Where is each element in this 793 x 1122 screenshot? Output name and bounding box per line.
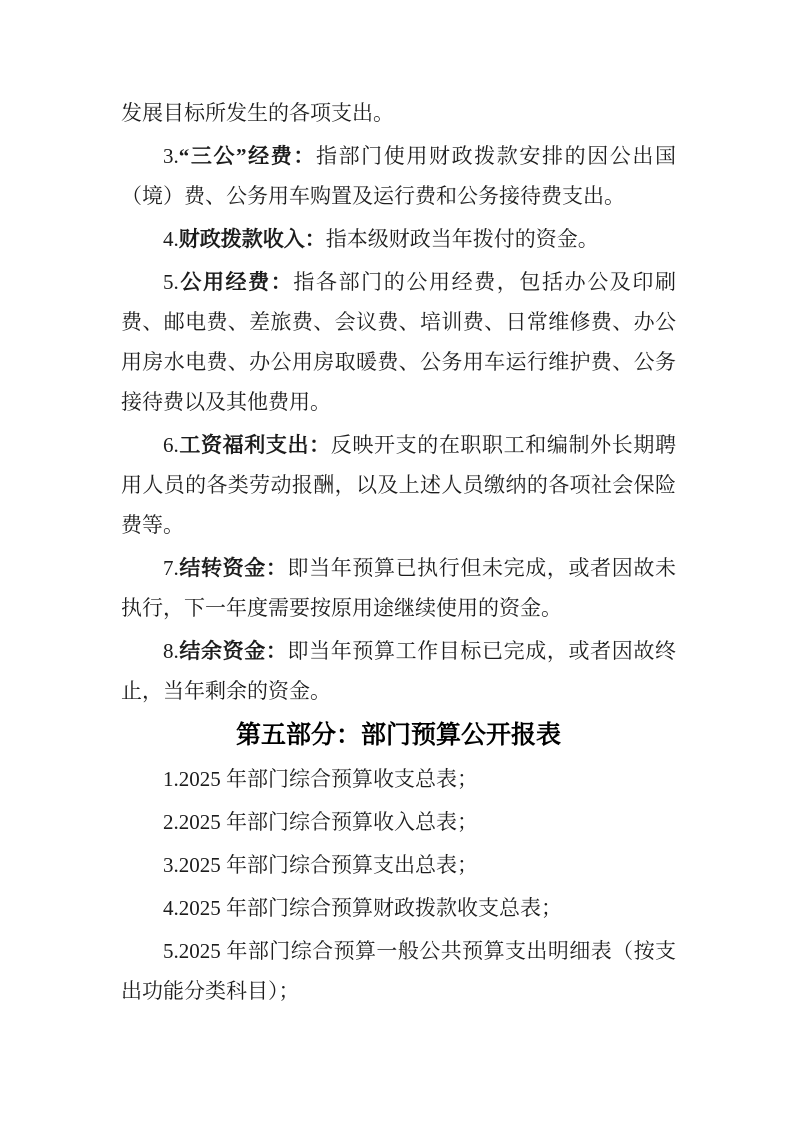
term-bold-text: 工资福利支出：: [178, 433, 331, 457]
text-segment: 即当年预算已执行但未完成，或者因故未执行，下一年度需要按原用途继续使用的资金。: [121, 556, 676, 620]
text-segment: 即当年预算工作目标已完成，或者因故终止，当年剩余的资金。: [121, 639, 676, 703]
term-bold-text: 结转资金：: [178, 556, 288, 580]
term-bold-text: 结余资金：: [178, 639, 288, 663]
definitions-section: [121, 93, 676, 711]
text-segment: 5.: [163, 270, 179, 294]
text-segment: 7.: [163, 556, 179, 580]
text-segment: 发展目标所发生的各项支出。: [121, 101, 394, 125]
report-list-item: 1.2025 年部门综合预算收支总表；: [163, 767, 478, 791]
report-list-item: 3.2025 年部门综合预算支出总表；: [163, 853, 478, 877]
body-paragraph: [121, 631, 676, 711]
body-paragraph: [121, 136, 676, 216]
body-paragraph: [121, 262, 676, 422]
body-paragraph: [121, 425, 676, 545]
text-segment: 6.: [163, 433, 179, 457]
report-list-item: 4.2025 年部门综合预算财政拨款收支总表；: [163, 896, 562, 920]
text-segment: 反映开支的在职职工和编制外长期聘用人员的各类劳动报酬，以及上述人员缴纳的各项社会保险费等。: [121, 433, 677, 537]
body-paragraph: [121, 548, 676, 628]
report-list-item: 5.2025 年部门综合预算一般公共预算支出明细表（按支出功能分类科目）；: [121, 939, 676, 1003]
text-segment: 指部门使用财政拨款安排的因公出国（境）费、公务用车购置及运行费和公务接待费支出。: [121, 144, 677, 208]
term-bold-text: 公用经费：: [178, 270, 294, 294]
report-list: [121, 759, 676, 1011]
report-list-item: 2.2025 年部门综合预算收入总表；: [163, 810, 478, 834]
section-heading: 第五部分：部门预算公开报表: [235, 721, 561, 749]
text-segment: 4.: [163, 227, 179, 251]
body-paragraph: [121, 93, 676, 133]
text-segment: 3.: [163, 144, 179, 168]
text-segment: 指各部门的公用经费，包括办公及印刷费、邮电费、差旅费、会议费、培训费、日常维修费、办公用房水电费、办公用房取暖费、公务用车运行维护费、公务接待费以及其他费用。: [121, 270, 677, 414]
text-segment: 指本级财政当年拨付的资金。: [325, 227, 599, 251]
text-segment: 8.: [163, 639, 179, 663]
term-bold-text: 财政拨款收入：: [178, 227, 326, 251]
term-bold-text: “三公”经费：: [178, 144, 316, 168]
body-paragraph: [121, 219, 676, 259]
